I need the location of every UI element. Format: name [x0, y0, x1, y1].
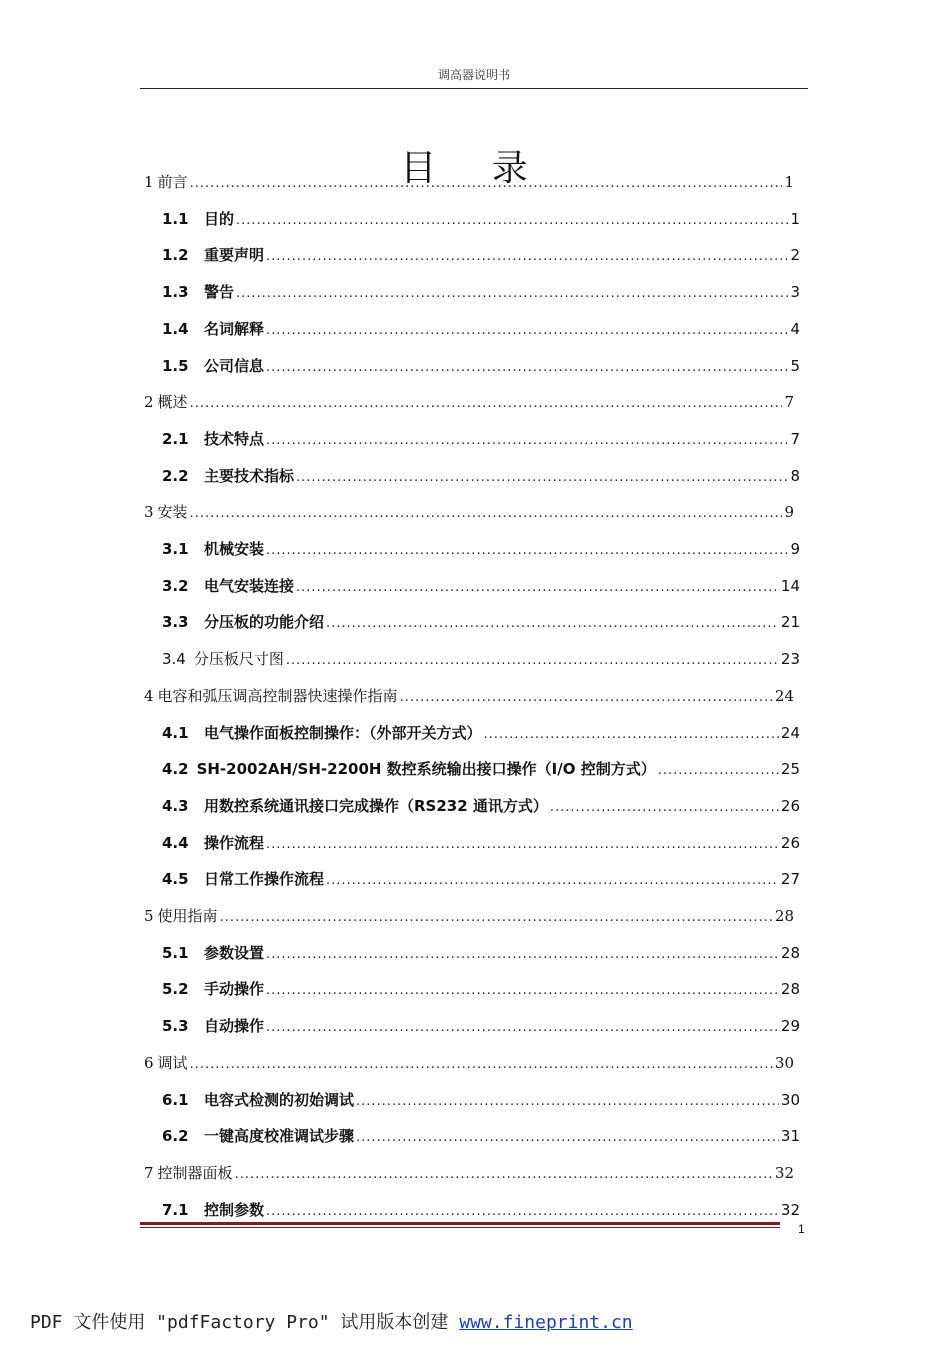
toc-entry-number: 7 [144, 1163, 154, 1182]
toc-leader-dots [266, 321, 788, 341]
toc-entry-title: 电气操作面板控制操作：（外部开关方式） [204, 723, 482, 742]
toc-section-entry[interactable] [162, 282, 800, 302]
toc-entry-page: 29 [780, 1017, 800, 1036]
toc-section-entry[interactable] [162, 429, 800, 449]
toc-entry-page: 26 [780, 833, 800, 852]
toc-leader-dots [266, 1202, 779, 1222]
toc-entry-page: 3 [790, 283, 800, 302]
toc-entry-page: 27 [780, 870, 800, 889]
toc-entry-title: 使用指南 [157, 907, 218, 925]
toc-section-entry[interactable] [162, 539, 800, 559]
toc-entry-title: 用数控系统通讯接口完成操作（RS232 通讯方式） [204, 796, 548, 815]
toc-entry-page: 30 [780, 1090, 800, 1109]
toc-leader-dots [190, 1055, 773, 1075]
toc-entry-number: 3.2 [162, 576, 189, 595]
toc-entry-page: 26 [780, 796, 800, 815]
toc-section-entry[interactable] [162, 466, 800, 486]
toc-leader-dots [190, 504, 783, 524]
toc-section-entry[interactable] [162, 833, 800, 853]
toc-entry-number: 4.5 [162, 870, 189, 889]
toc-entry-title: SH-2002AH/SH-2200H 数控系统输出接口操作（I/O 控制方式） [196, 760, 656, 779]
toc-leader-dots [266, 1018, 779, 1038]
toc-section-entry[interactable] [162, 943, 800, 963]
toc-section-entry[interactable] [162, 319, 800, 339]
toc-leader-dots [266, 835, 779, 855]
toc-entry-number: 5 [144, 907, 154, 925]
toc-chapter-entry[interactable] [144, 686, 794, 706]
toc-section-entry[interactable] [162, 759, 800, 779]
toc-entry-title: 目的 [204, 209, 235, 228]
toc-leader-dots [484, 725, 779, 745]
toc-entry-number: 1.1 [162, 209, 189, 228]
toc-section-entry[interactable] [162, 209, 800, 229]
toc-entry-title: 主要技术指标 [204, 466, 295, 485]
toc-entry-page: 14 [780, 576, 800, 595]
toc-entry-number: 6.2 [162, 1127, 189, 1146]
toc-section-entry[interactable] [162, 1090, 800, 1110]
toc-entry-title: 安装 [157, 503, 188, 522]
toc-entry-title: 前言 [157, 173, 188, 191]
toc-entry-number: 1.5 [162, 356, 189, 375]
toc-chapter-entry[interactable] [144, 502, 794, 522]
toc-section-entry[interactable] [162, 245, 800, 265]
toc-entry-number: 4 [144, 686, 154, 705]
toc-section-entry[interactable] [162, 576, 800, 596]
toc-entry-number: 3.1 [162, 540, 189, 558]
toc-leader-dots [266, 358, 788, 378]
toc-entry-number: 7.1 [162, 1200, 189, 1219]
toc-leader-dots [190, 394, 783, 414]
toc-entry-title: 公司信息 [204, 356, 265, 375]
toc-entry-title: 控制参数 [204, 1200, 265, 1219]
toc-entry-number: 4.4 [162, 833, 189, 852]
toc-leader-dots [236, 211, 788, 231]
toc-entry-number: 3.4 [162, 650, 186, 669]
toc-entry-page: 24 [780, 723, 800, 742]
toc-chapter-entry[interactable] [144, 392, 794, 412]
toc-entry-number: 5.1 [162, 943, 189, 962]
toc-leader-dots [266, 247, 788, 267]
toc-entry-number: 2 [144, 393, 154, 412]
toc-entry-number: 6 [144, 1053, 154, 1072]
page-number: 1 [798, 1222, 805, 1236]
toc-entry-page: 25 [780, 760, 800, 779]
toc-section-entry[interactable] [162, 356, 800, 376]
toc-entry-title: 电容式检测的初始调试 [204, 1090, 355, 1109]
toc-entry-number: 3 [144, 503, 154, 522]
toc-section-entry[interactable] [162, 1126, 800, 1146]
toc-entry-number: 4.1 [162, 723, 189, 742]
toc-section-entry[interactable] [162, 1016, 800, 1036]
toc-entry-page: 9 [784, 503, 794, 522]
toc-entry-title: 警告 [204, 283, 235, 302]
toc-section-entry[interactable] [162, 723, 800, 743]
toc-entry-page: 32 [780, 1200, 800, 1219]
toc-entry-page: 23 [780, 650, 800, 669]
toc-leader-dots [326, 614, 779, 634]
toc-entry-number: 1.2 [162, 246, 189, 265]
toc-leader-dots [296, 468, 788, 488]
toc-leader-dots [266, 945, 779, 965]
toc-leader-dots [550, 798, 779, 818]
toc-entry-number: 3.3 [162, 613, 189, 632]
toc-leader-dots [190, 174, 783, 194]
toc-entry-page: 7 [784, 393, 794, 412]
toc-entry-number: 1 [144, 173, 154, 191]
toc-entry-title: 机械安装 [204, 540, 265, 558]
toc-entry-title: 一键高度校准调试步骤 [204, 1127, 355, 1146]
toc-leader-dots [356, 1128, 779, 1148]
watermark-text: PDF 文件使用 "pdfFactory Pro" 试用版本创建 [30, 1312, 460, 1333]
toc-entry-title: 日常工作操作流程 [204, 870, 325, 889]
toc-leader-dots [356, 1092, 779, 1112]
toc-entry-page: 21 [780, 613, 800, 632]
toc-entry-page: 7 [790, 429, 800, 448]
toc-chapter-entry[interactable] [144, 1163, 794, 1183]
toc-entry-page: 4 [790, 319, 800, 338]
toc-entry-number: 6.1 [162, 1090, 189, 1109]
toc-entry-title: 电气安装连接 [204, 576, 295, 595]
toc-entry-page: 28 [780, 943, 800, 962]
toc-leader-dots [235, 1165, 773, 1185]
toc-entry-title: 电容和弧压调高控制器快速操作指南 [157, 686, 398, 705]
toc-leader-dots [266, 981, 779, 1001]
toc-entry-page: 32 [774, 1163, 794, 1182]
pdf-watermark [30, 1308, 633, 1334]
toc-leader-dots [220, 908, 773, 928]
toc-entry-title: 调试 [157, 1053, 188, 1072]
toc-entry-number: 2.1 [162, 429, 189, 448]
toc-section-entry[interactable] [162, 979, 800, 999]
toc-leader-dots [658, 761, 779, 781]
toc-entry-title: 技术特点 [204, 429, 265, 448]
toc-leader-dots [296, 578, 779, 598]
toc-leader-dots [400, 688, 773, 708]
toc-entry-title: 概述 [157, 393, 188, 412]
toc-entry-title: 分压板尺寸图 [193, 650, 284, 669]
toc-leader-dots [236, 284, 788, 304]
page-title: 目 录 [400, 148, 550, 190]
toc-entry-number: 4.3 [162, 796, 189, 815]
toc-entry-page: 1 [790, 209, 800, 228]
toc-entry-page: 24 [774, 686, 794, 705]
toc-entry-page: 9 [790, 540, 800, 558]
toc-chapter-entry[interactable] [144, 1053, 794, 1073]
toc-entry-title: 自动操作 [204, 1017, 265, 1036]
toc-entry-number: 4.2 [162, 760, 189, 779]
footer-rule-thin [140, 1227, 780, 1228]
toc-leader-dots [266, 541, 788, 561]
toc-entry-title: 操作流程 [204, 833, 265, 852]
toc-entry-page: 5 [790, 356, 800, 375]
header-rule [140, 88, 808, 89]
toc-entry-number: 1.3 [162, 283, 189, 302]
watermark-link[interactable]: www.fineprint.cn [459, 1312, 633, 1333]
toc-entry-page: 1 [784, 173, 794, 191]
toc-entry-page: 2 [790, 246, 800, 265]
toc-leader-dots [266, 431, 788, 451]
toc-entry-title: 分压板的功能介绍 [204, 613, 325, 632]
toc-section-entry[interactable] [162, 612, 800, 632]
toc-entry-number: 5.2 [162, 980, 189, 999]
toc-leader-dots [326, 871, 779, 891]
toc-entry-page: 28 [774, 907, 794, 925]
toc-leader-dots [286, 651, 779, 671]
toc-section-entry[interactable] [162, 796, 800, 816]
toc-entry-page: 31 [780, 1127, 800, 1146]
toc-entry-title: 参数设置 [204, 943, 265, 962]
toc-entry-page: 28 [780, 980, 800, 999]
toc-entry-title: 重要声明 [204, 246, 265, 265]
toc-chapter-entry[interactable] [144, 172, 794, 192]
toc-chapter-entry[interactable] [144, 906, 794, 926]
toc-entry-page: 8 [790, 466, 800, 485]
toc-entry-title: 控制器面板 [157, 1163, 233, 1182]
toc-entry-page: 30 [774, 1053, 794, 1072]
toc-entry-number: 1.4 [162, 319, 189, 338]
toc-entry-title: 手动操作 [204, 980, 265, 999]
toc-section-entry[interactable] [162, 869, 800, 889]
toc-entry-title: 名词解释 [204, 319, 265, 338]
running-header: 调高器说明书 [437, 68, 510, 82]
toc-entry-number: 2.2 [162, 466, 189, 485]
toc-entry-number: 5.3 [162, 1017, 189, 1036]
footer-rule [140, 1222, 780, 1225]
toc-section-entry[interactable] [162, 1200, 800, 1220]
toc-section-entry[interactable] [162, 649, 800, 669]
